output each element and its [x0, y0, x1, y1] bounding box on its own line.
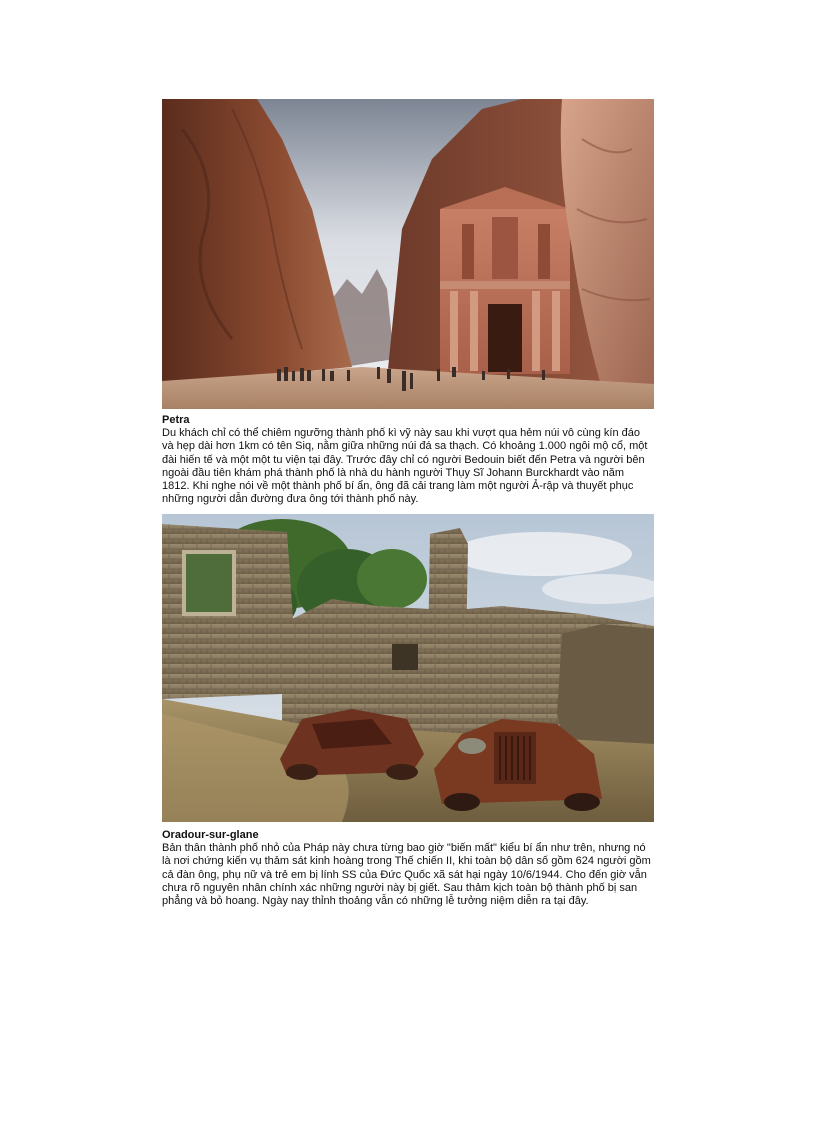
- petra-caption: [162, 414, 654, 506]
- oradour-body: Bản thân thành phố nhỏ của Pháp này chưa từng bao giờ "biến mất" kiểu bí ẩn như trên, nhưng nó là nơi chứng kiến vụ thảm sát kinh hoàng trong Thế chiến II, khi toàn bộ dân số gồm 624 người gồm cả đàn ông, phụ nữ và trẻ em bị lính SS của Đức Quốc xã sát hại ngày 10/6/1944. Cho đến giờ vẫn chưa rõ nguyên nhân chính xác những người này bị giết. Sau thảm kịch toàn bộ thành phố bị san phẳng và bỏ hoang. Ngày nay thỉnh thoảng vẫn có những lễ tưởng niệm diễn ra tại đây.: [162, 842, 651, 908]
- oradour-title: Oradour-sur-glane: [162, 829, 259, 841]
- treasury-facade: [440, 187, 570, 374]
- oradour-caption: [162, 829, 654, 908]
- petra-body: Du khách chỉ có thể chiêm ngưỡng thành phố kì vỹ này sau khi vượt qua hẻm núi vô cùng kín đáo và hẹp dài hơn 1km có tên Siq, nằm giữa những núi đá sa thạch. Có khoảng 1.000 ngôi mộ cổ, một đài hiến tế và một một tu viện tại đây. Trước đây chỉ có người Bedouin biết đến Petra và người bên ngoài đầu tiên khám phá thành phố là nhà du hành người Thụy Sĩ Johann Burckhardt vào năm 1812. Khi nghe nói về một thành phố bí ẩn, ông đã cải trang làm một người Ả-rập và thuyết phục những người dẫn đường đưa ông tới thành phố này.: [162, 427, 648, 506]
- petra-photo: [162, 99, 654, 409]
- oradour-photo: [162, 514, 654, 822]
- petra-title: Petra: [162, 414, 190, 426]
